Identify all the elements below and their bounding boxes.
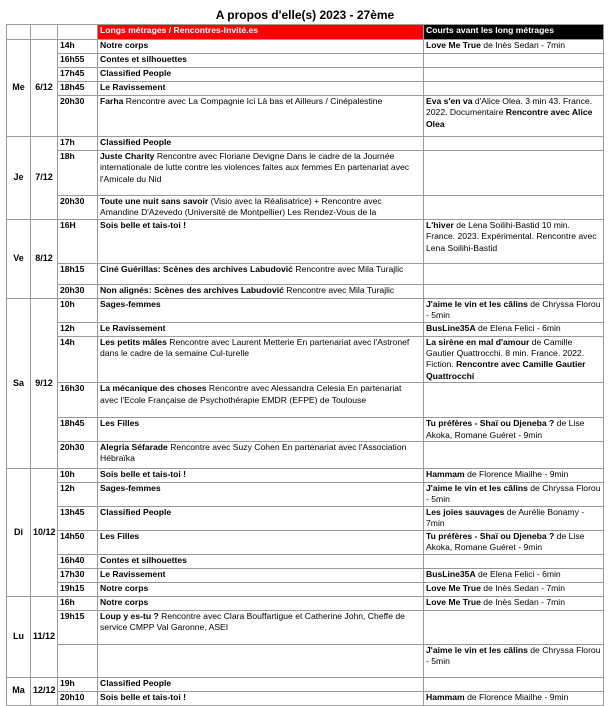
film-title: Notre corps [100, 582, 149, 593]
short-cell [424, 383, 604, 418]
short-title: Eva s'en va [426, 96, 473, 106]
day-cell: Sa [7, 298, 31, 468]
day-cell: Di [7, 469, 31, 596]
long-cell [98, 596, 424, 610]
header-long: Longs métrages / Rencontres-Invité.es [98, 25, 424, 40]
short-title: La sirène en mal d'amour [426, 336, 530, 347]
long-cell [98, 383, 424, 418]
date-cell: 9/12 [31, 298, 58, 468]
short-title: Les joies sauvages [426, 506, 505, 517]
short-title: Love Me True [426, 596, 481, 607]
table-row [7, 442, 604, 469]
short-details: de Inès Sedan - 7min [480, 40, 566, 50]
date-cell: 10/12 [31, 469, 58, 596]
film-details: Rencontre avec Suzy Cohen En partenariat avec l'Association Hébraïka [100, 442, 407, 464]
short-cell [424, 54, 604, 68]
film-title: Contes et silhouettes [100, 554, 187, 565]
date-cell: 8/12 [31, 219, 58, 298]
short-cell [424, 644, 604, 677]
film-title: Le Ravissement [100, 82, 166, 92]
time-cell: 18h45 [58, 418, 98, 442]
day-cell: Lu [7, 596, 31, 677]
film-title: Les Filles [100, 418, 140, 429]
short-cell [424, 677, 604, 691]
date-cell: 11/12 [31, 596, 58, 677]
time-cell: 14h [58, 40, 98, 54]
time-cell: 19h [58, 677, 98, 691]
long-cell [98, 483, 424, 507]
short-title: BusLine35A [426, 568, 476, 579]
long-cell [98, 582, 424, 596]
table-row [7, 530, 604, 554]
film-title: Toute une nuit sans savoir [100, 196, 209, 206]
film-title: Contes et silhouettes [100, 54, 187, 64]
short-cell [424, 442, 604, 469]
film-title: Farha [100, 96, 124, 106]
film-title: Alegria Séfarade [100, 442, 168, 453]
page-title: A propos d'elle(s) 2023 - 27ème [215, 8, 395, 22]
film-details: Rencontre avec Mila Turajlic [283, 284, 395, 295]
short-cell [424, 610, 604, 644]
short-title: Love Me True [426, 40, 481, 50]
time-cell [58, 644, 98, 677]
schedule-table [6, 24, 604, 706]
film-details: Rencontre avec Floriane Devigne Dans le cadre de la Journée internationale de lutte contre les violences faites aux femmes En partenariat avec l'Amicale du Nid [100, 151, 410, 184]
table-row [7, 596, 604, 610]
long-cell [98, 677, 424, 691]
long-cell [98, 96, 424, 137]
film-title: Sois belle et tais-toi ! [100, 469, 186, 480]
time-cell: 17h30 [58, 568, 98, 582]
table-row [7, 554, 604, 568]
time-cell: 19h15 [58, 610, 98, 644]
day-cell: Ma [7, 677, 31, 705]
short-title: J'aime le vin et les câlins [426, 298, 528, 309]
time-cell: 17h [58, 137, 98, 151]
long-cell [98, 336, 424, 383]
table-row [7, 82, 604, 96]
short-cell [424, 554, 604, 568]
film-title: La mécanique des choses [100, 383, 207, 394]
day-cell: Ve [7, 219, 31, 298]
long-cell [98, 298, 424, 322]
film-title: Classified People [100, 137, 172, 147]
time-cell: 18h45 [58, 82, 98, 96]
time-cell: 18h [58, 151, 98, 196]
film-title: Notre corps [100, 596, 149, 607]
header-empty [31, 25, 58, 40]
long-cell [98, 151, 424, 196]
short-title: Tu préfères - Shaï ou Djeneba ? [426, 530, 555, 541]
table-row [7, 610, 604, 644]
film-title: Sages-femmes [100, 483, 161, 494]
film-title: Classified People [100, 68, 172, 78]
time-cell: 17h45 [58, 68, 98, 82]
film-title: Notre corps [100, 40, 149, 50]
table-row [7, 298, 604, 322]
short-cell [424, 322, 604, 336]
long-cell [98, 284, 424, 298]
long-cell [98, 40, 424, 54]
header-court: Courts avant les long métrages [424, 25, 604, 40]
short-cell [424, 568, 604, 582]
date-cell: 6/12 [31, 40, 58, 137]
table-row [7, 691, 604, 705]
short-details: de Inès Sedan - 7min [480, 596, 566, 607]
short-meeting: Rencontre avec Camille Gautier Quattrocchi [426, 359, 586, 381]
time-cell: 20h30 [58, 196, 98, 220]
short-details: de Chryssa Florou - 5min [426, 644, 601, 666]
date-cell: 12/12 [31, 677, 58, 705]
long-cell [98, 469, 424, 483]
film-details: Rencontre avec Laurent Metterie En partenariat avec l'Astronef dans le cadre de la semaine Cul-turelle [100, 336, 410, 359]
film-title: Le Ravissement [100, 322, 166, 333]
long-cell [98, 506, 424, 530]
short-title: BusLine35A [426, 322, 476, 333]
table-row [7, 336, 604, 383]
short-details: de Elena Felici - 6min [475, 322, 561, 333]
short-cell [424, 596, 604, 610]
short-details: de Lise Akoka, Romane Guéret - 9min [426, 530, 585, 553]
short-cell [424, 196, 604, 220]
film-title: Les petits mâles [100, 336, 167, 347]
long-cell [98, 68, 424, 82]
film-title: Juste Charity [100, 151, 155, 161]
long-cell [98, 691, 424, 705]
header-empty [7, 25, 31, 40]
table-row [7, 96, 604, 137]
short-cell [424, 263, 604, 284]
time-cell: 20h10 [58, 691, 98, 705]
short-meeting: Rencontre avec Alice Olea [426, 107, 593, 129]
film-title: Sois belle et tais-toi ! [100, 691, 186, 702]
short-details: de Aurélie Bonamy - 7min [426, 506, 585, 529]
short-cell [424, 82, 604, 96]
long-cell [98, 644, 424, 677]
film-title: Ciné Guérillas: Scènes des archives Labudović [100, 263, 293, 274]
short-cell [424, 418, 604, 442]
time-cell: 12h [58, 322, 98, 336]
time-cell: 14h [58, 336, 98, 383]
short-title: Tu préfères - Shaï ou Djeneba ? [426, 418, 555, 429]
long-cell [98, 568, 424, 582]
date-cell: 7/12 [31, 137, 58, 220]
time-cell: 16h55 [58, 54, 98, 68]
long-cell [98, 137, 424, 151]
long-cell [98, 219, 424, 263]
film-title: Le Ravissement [100, 568, 166, 579]
short-title: J'aime le vin et les câlins [426, 483, 528, 494]
short-cell [424, 219, 604, 263]
time-cell: 20h30 [58, 284, 98, 298]
short-title: Hammam [426, 691, 465, 702]
short-details: de Lena Soilihi-Bastid 10 min. France. 2023. Expérimental. Rencontre avec Lena Soilihi-Bastid [426, 219, 597, 253]
short-details: de Florence Miailhe - 9min [464, 469, 569, 480]
short-cell [424, 336, 604, 383]
film-title: Sages-femmes [100, 298, 161, 309]
time-cell: 12h [58, 483, 98, 507]
short-details: de Camille Gautier Quattrocchi. 8 min. France. 2022. Fiction. [426, 336, 585, 370]
table-row [7, 219, 604, 263]
short-title: Love Me True [426, 582, 481, 593]
short-details: d'Alice Olea. 3 min 43. France. 2022. Documentaire [426, 96, 593, 118]
table-row [7, 263, 604, 284]
time-cell: 13h45 [58, 506, 98, 530]
long-cell [98, 530, 424, 554]
short-title: J'aime le vin et les câlins [426, 644, 528, 655]
table-row [7, 582, 604, 596]
long-cell [98, 54, 424, 68]
short-cell [424, 483, 604, 507]
time-cell: 16h30 [58, 383, 98, 418]
long-cell [98, 82, 424, 96]
time-cell: 16H [58, 219, 98, 263]
long-cell [98, 322, 424, 336]
short-details: de Chryssa Florou - 5min [426, 298, 601, 321]
long-cell [98, 196, 424, 220]
table-row [7, 40, 604, 54]
short-cell [424, 151, 604, 196]
day-cell: Me [7, 40, 31, 137]
table-row [7, 137, 604, 151]
time-cell: 16h40 [58, 554, 98, 568]
film-title: Non alignés: Scènes des archives Labudović [100, 284, 284, 295]
time-cell: 10h [58, 298, 98, 322]
long-cell [98, 263, 424, 284]
short-details: de Lise Akoka, Romane Guéret - 9min [426, 418, 585, 440]
film-details: Rencontre avec La Compagnie Ici Là bas et Ailleurs / Cinépalestine [123, 96, 383, 106]
long-cell [98, 554, 424, 568]
film-details: Rencontre avec Mila Turajlic [292, 263, 404, 274]
table-header-row [7, 25, 604, 40]
short-cell [424, 298, 604, 322]
short-details: de Chryssa Florou - 5min [426, 483, 601, 505]
short-cell [424, 530, 604, 554]
short-cell [424, 137, 604, 151]
long-cell [98, 610, 424, 644]
film-details: Rencontre avec Clara Bouffartigue et Catherine John, Cheffe de service CMPP Val Garonne, ASEI [100, 610, 405, 632]
short-cell [424, 469, 604, 483]
table-row [7, 196, 604, 220]
short-cell [424, 284, 604, 298]
table-row [7, 677, 604, 691]
table-row [7, 54, 604, 68]
short-title: L'hiver [426, 219, 454, 230]
film-title: Classified People [100, 677, 172, 688]
time-cell: 16h [58, 596, 98, 610]
table-row [7, 284, 604, 298]
long-cell [98, 442, 424, 469]
short-details: de Inès Sedan - 7min [480, 582, 566, 593]
table-row [7, 383, 604, 418]
time-cell: 20h30 [58, 96, 98, 137]
short-cell [424, 691, 604, 705]
time-cell: 14h50 [58, 530, 98, 554]
short-cell [424, 96, 604, 137]
short-cell [424, 506, 604, 530]
film-title: Classified People [100, 506, 172, 517]
table-row [7, 483, 604, 507]
film-title: Les Filles [100, 530, 140, 541]
header-empty [58, 25, 98, 40]
time-cell: 10h [58, 469, 98, 483]
table-row [7, 506, 604, 530]
film-title: Sois belle et tais-toi ! [100, 219, 186, 230]
short-cell [424, 40, 604, 54]
short-details: de Florence Miailhe - 9min [464, 691, 569, 702]
film-title: Loup y es-tu ? [100, 610, 159, 621]
short-cell [424, 68, 604, 82]
time-cell: 20h30 [58, 442, 98, 469]
day-cell: Je [7, 137, 31, 220]
table-row [7, 322, 604, 336]
table-row [7, 68, 604, 82]
table-row [7, 469, 604, 483]
short-cell [424, 582, 604, 596]
film-details: Rencontre avec Alessandra Celesia En partenariat avec l'Ecole Française de Psychothérapie EMDR (EFPE) de Toulouse [100, 383, 402, 405]
time-cell: 18h15 [58, 263, 98, 284]
short-title: Hammam [426, 469, 465, 480]
short-details: de Elena Felici - 6min [475, 568, 561, 579]
table-row [7, 568, 604, 582]
table-row [7, 418, 604, 442]
table-row [7, 151, 604, 196]
table-row [7, 644, 604, 677]
long-cell [98, 418, 424, 442]
time-cell: 19h15 [58, 582, 98, 596]
film-details: (Visio avec la Réalisatrice) + Rencontre avec Amandine D'Azevedo (Université de Montpellier) Les Rendez-Vous de la [100, 196, 382, 218]
